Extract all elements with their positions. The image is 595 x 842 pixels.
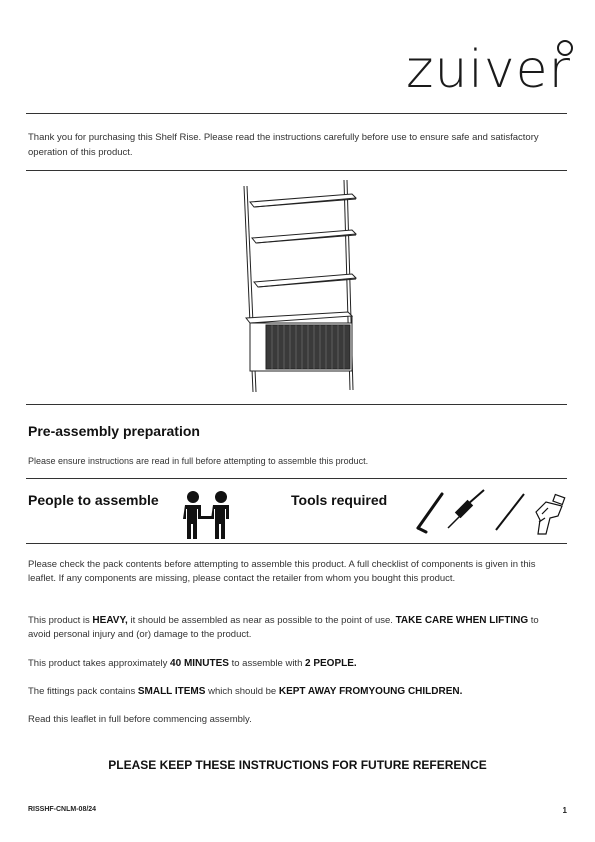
heavy-warning-paragraph: This product is HEAVY, it should be assembled as near as possible to the point of use. TAKE CARE WHEN LIFTING to avoid personal injury and (or) damage to the product. [28, 615, 539, 640]
divider [26, 113, 567, 114]
logo-ring-mark [557, 40, 573, 56]
document-code: RISSHF-CNLM-08/24 [28, 806, 97, 813]
divider [26, 170, 567, 171]
divider [26, 478, 567, 479]
tools-illustration [412, 488, 568, 538]
two-people-icon [176, 490, 240, 540]
preassembly-text: Please ensure instructions are read in full before attempting to assemble this product. [28, 456, 369, 466]
tools-heading: Tools required [291, 492, 388, 508]
brand-logo-text: zuiver [406, 40, 571, 100]
read-leaflet-paragraph: Read this leaflet in full before commencing assembly. [28, 714, 252, 725]
assembly-time-paragraph: This product takes approximately 40 MINUTES to assemble with 2 PEOPLE. [28, 658, 357, 669]
intro-text: Thank you for purchasing this Shelf Rise. Please read the instructions carefully before use to ensure safe and satisfactory operation of this product. [28, 132, 539, 158]
small-items-paragraph: The fittings pack contains SMALL ITEMS which should be KEPT AWAY FROMYOUNG CHILDREN. [28, 686, 463, 697]
pack-contents-paragraph: Please check the pack contents before attempting to assemble this product. A full checklist of components is given in this leaflet. If any components are missing, please contact the retailer from whom you bought this product. [28, 559, 536, 584]
page-number: 1 [562, 806, 567, 815]
screwdriver-icon [448, 490, 484, 528]
divider [26, 404, 567, 405]
allen-key-icon [418, 494, 442, 532]
tool-bit-icon [496, 494, 524, 530]
divider [26, 543, 567, 544]
keep-instructions-notice: PLEASE KEEP THESE INSTRUCTIONS FOR FUTURE REFERENCE [108, 758, 487, 772]
power-drill-icon [536, 494, 565, 534]
preassembly-heading: Pre-assembly preparation [28, 423, 200, 439]
brand-logo [406, 40, 571, 100]
people-heading: People to assemble [28, 492, 159, 508]
shelf-illustration [240, 180, 358, 396]
